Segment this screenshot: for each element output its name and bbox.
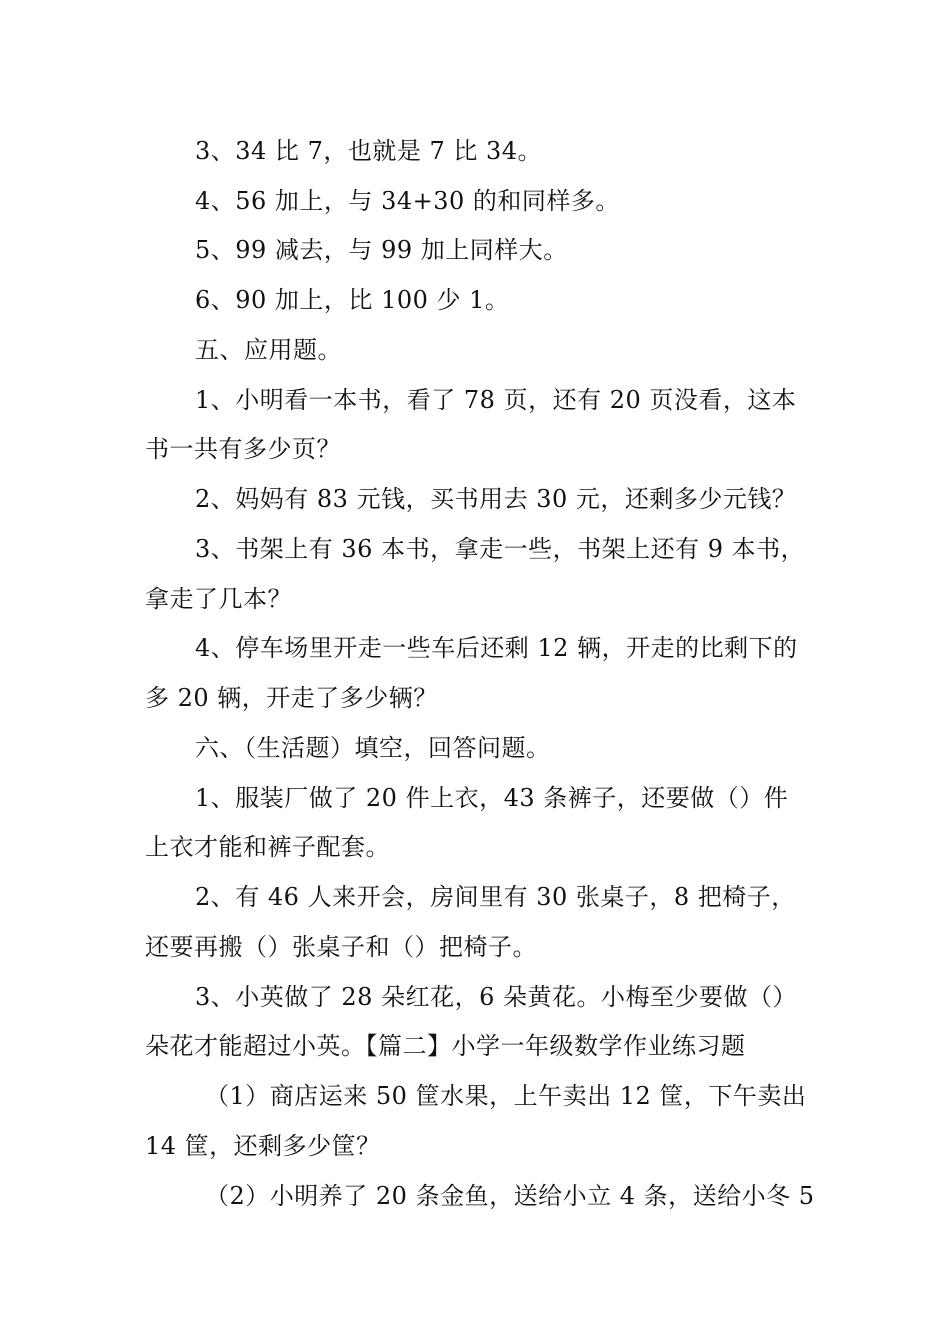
text-line: 书一共有多少页？ [145,435,341,463]
text-line: 14 筐，还剩多少筐？ [145,1132,381,1160]
text-line: 3、小英做了 28 朵红花，6 朵黄花。小梅至少要做（） [195,983,797,1011]
text-line: 2、有 46 人来开会，房间里有 30 张桌子，8 把椅子， [195,883,796,911]
text-line: 2、妈妈有 83 元钱，买书用去 30 元，还剩多少元钱？ [195,485,797,513]
section-heading: 五、应用题。 [195,336,342,364]
text-line: 1、小明看一本书，看了 78 页，还有 20 页没看，这本 [195,386,797,414]
text-line: （1）商店运来 50 筐水果，上午卖出 12 筐，下午卖出 [205,1082,807,1110]
text-line: 1、服装厂做了 20 件上衣，43 条裤子，还要做（）件 [195,784,789,812]
text-line: 拿走了几本？ [145,585,292,613]
text-line: （2）小明养了 20 条金鱼，送给小立 4 条，送给小冬 5 [205,1182,815,1210]
text-line: 6、90 加上，比 100 少 1。 [195,286,510,314]
text-line: 3、34 比 7，也就是 7 比 34。 [195,137,543,165]
text-line: 4、停车场里开走一些车后还剩 12 辆，开走的比剩下的 [195,634,798,662]
text-line: 5、99 减去，与 99 加上同样大。 [195,236,568,264]
text-line: 朵花才能超过小英。【篇二】小学一年级数学作业练习题 [145,1032,746,1060]
text-line: 还要再搬（）张桌子和（）把椅子。 [145,933,537,961]
text-line: 4、56 加上，与 34+30 的和同样多。 [195,187,620,215]
text-line: 上衣才能和裤子配套。 [145,833,390,861]
section-heading: 六、（生活题）填空，回答问题。 [195,734,551,762]
text-line: 3、书架上有 36 本书，拿走一些，书架上还有 9 本书， [195,535,806,563]
text-line: 多 20 辆，开走了多少辆？ [145,684,438,712]
